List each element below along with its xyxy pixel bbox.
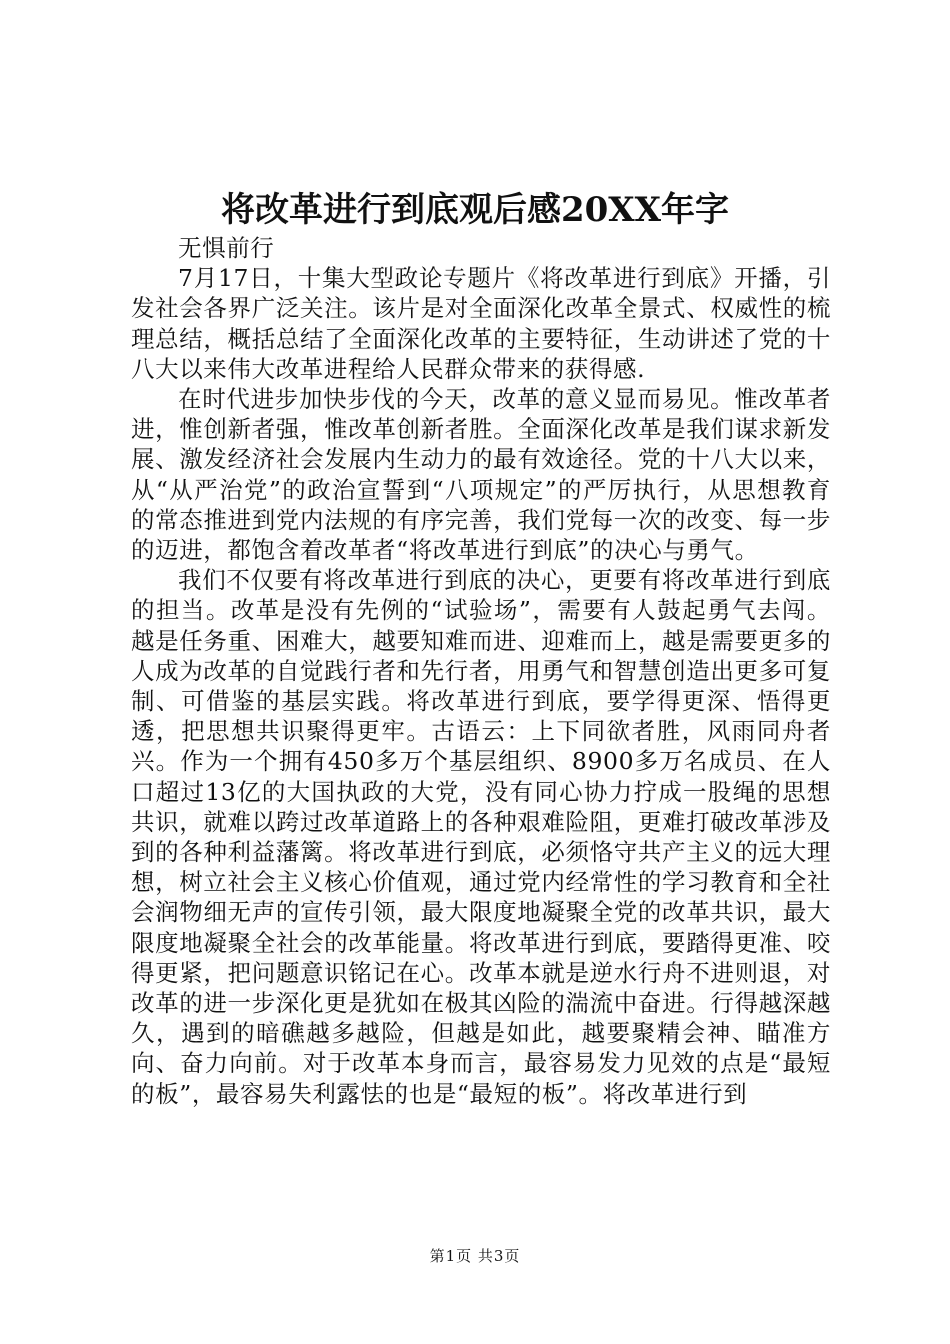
document-title: 将改革进行到底观后感20XX年字 [220,190,730,230]
page-footer: 第1页 共3页 [429,1247,521,1265]
paragraph-3: 我们不仅要有将改革进行到底的决心，更要有将改革进行到底的担当。改革是没有先例的“试验场”，需要有人鼓起勇气去闯。越是任务重、困难大，越要知难而进、迎难而上，越是需要更多的人成为改革的自觉践行者和先行者，用勇气和智慧创造出更多可复制、可借鉴的基层实践。将改革进行到底，要学得更深、悟得更透，把思想共识聚得更牢。古语云：上下同欲者胜，风雨同舟者兴。作为一个拥有450多万个基层组织、8900多万名成员、在人口超过13亿的大国执政的大党，没有同心协力拧成一股绳的思想共识，就难以跨过改革道路上的各种艰难险阻，更难打破改革涉及到的各种利益藩篱。将改革进行到底，必须恪守共产主义的远大理想，树立社会主义核心价值观，通过党内经常性的学习教育和全社会润物细无声的宣传引领，最大限度地凝聚全党的改革共识，最大限度地凝聚全社会的改革能量。将改革进行到底，要踏得更准、咬得更紧，把问题意识铭记在心。改革本就是逆水行舟不进则退，对改革的进一步深化更是犹如在极其凶险的湍流中奋进。行得越深越久，遇到的暗礁越多越险，但越是如此，越要聚精会神、瞄准方向、奋力向前。对于改革本身而言，最容易发力见效的点是“最短的板”，最容易失利露怯的也是“最短的板”。将改革进行到 [131,566,831,1108]
document-body [131,233,831,1109]
paragraph-2: 在时代进步加快步伐的今天，改革的意义显而易见。惟改革者进，惟创新者强，惟改革创新者胜。全面深化改革是我们谋求新发展、激发经济社会发展内生动力的最有效途径。党的十八大以来，从“从严治党”的政治宣誓到“八项规定”的严厉执行，从思想教育的常态推进到党内法规的有序完善，我们党每一次的改变、每一步的迈进，都饱含着改革者“将改革进行到底”的决心与勇气。 [131,385,831,565]
paragraph-subtitle: 无惧前行 [178,234,275,262]
paragraph-1: 7月17日，十集大型政论专题片《将改革进行到底》开播，引发社会各界广泛关注。该片是对全面深化改革全景式、权威性的梳理总结，概括总结了全面深化改革的主要特征，生动讲述了党的十八大以来伟大改革进程给人民群众带来的获得感. [131,264,831,383]
